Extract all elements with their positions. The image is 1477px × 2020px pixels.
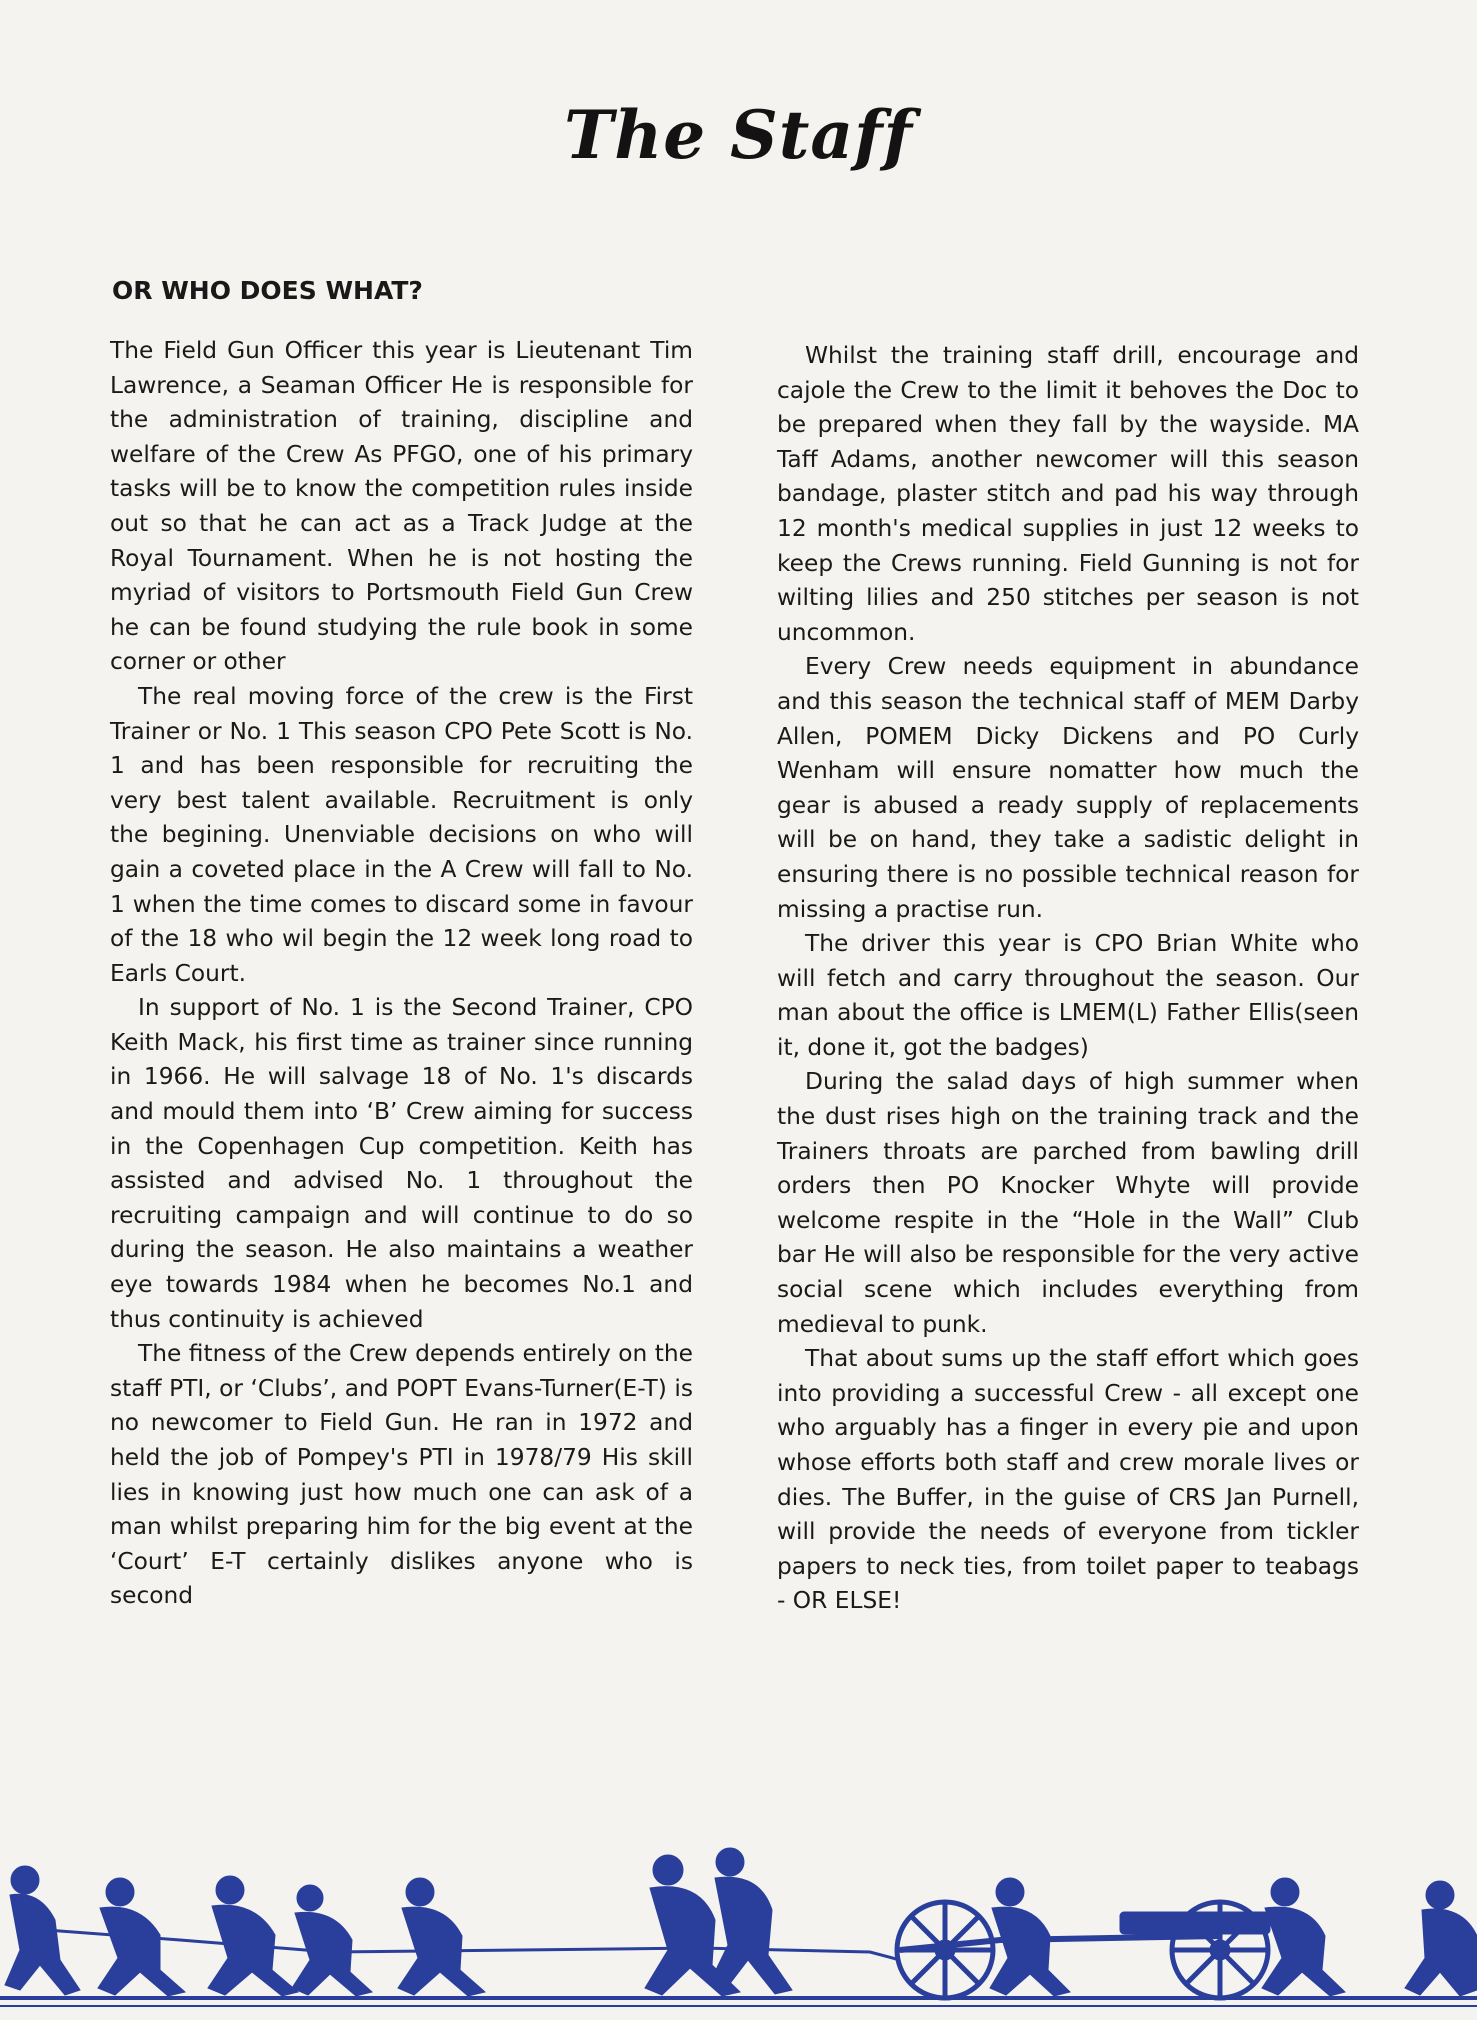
crew-figure-icon xyxy=(398,1878,485,1996)
paragraph: The real moving force of the crew is the First Trainer or No. 1 This season CPO Pete Scott is No. 1 and has been responsible for recruiting the very best talent available. Recruitment is only the begining. Unenviable decisions on who will gain a coveted place in the A Crew will fall to No. 1 when the time comes to discard some in favour of the 18 who wil begin the 12 week long road to Earls Court. xyxy=(110,682,693,987)
paragraph: The Field Gun Officer this year is Lieutenant Tim Lawrence, a Seaman Officer He is responsible for the administration of training, discipline and welfare of the Crew As PFGO, one of his primary tasks will be to know the competition rules inside out so that he can act as a Track Judge at the Royal Tournament. When he is not hosting the myriad of visitors to Portsmouth Field Gun Crew he can be found studying the rule book in some corner or other xyxy=(110,337,693,676)
crew-figure-icon xyxy=(98,1878,185,1996)
crew-figure-icon xyxy=(1262,1878,1345,1996)
crew-figure-icon xyxy=(1405,1881,1477,1996)
paragraph: Whilst the training staff drill, encourage and cajole the Crew to the limit it behoves the Doc to be prepared when they fall by the wayside. MA Taff Adams, another newcomer will this season bandage, plaster stitch and pad his way through 12 month's medical supplies in just 12 weeks to keep the Crews running. Field Gunning is not for wilting lilies and 250 stitches per season is not uncommon. xyxy=(777,342,1359,646)
section-subtitle: OR WHO DOES WHAT? xyxy=(112,276,423,305)
gun-wheel-icon xyxy=(1172,1902,1268,1998)
crew-figure-icon xyxy=(292,1885,372,1996)
page-title: The Staff xyxy=(564,96,913,174)
crew-figure-icon xyxy=(710,1848,792,1994)
left-column xyxy=(110,334,693,1614)
paragraph: The fitness of the Crew depends entirely on the staff PTI, or ‘Clubs’, and POPT Evans-Turner(E-T) is no newcomer to Field Gun. He ran in 1972 and held the job of Pompey's PTI in 1978/79 His skill lies in knowing just how much one can ask of a man whilst preparing him for the big event at the ‘Court’ E-T certainly dislikes anyone who is second xyxy=(110,1340,693,1610)
paragraph: During the salad days of high summer when the dust rises high on the training track and the Trainers throats are parched from bawling drill orders then PO Knocker Whyte will provide welcome respite in the “Hole in the Wall” Club bar He will also be responsible for the very active social scene which includes everything from medieval to punk. xyxy=(777,1068,1359,1338)
crew-figure-icon xyxy=(208,1876,298,1996)
paragraph: Every Crew needs equipment in abundance and this season the technical staff of MEM Darby Allen, POMEM Dicky Dickens and PO Curly Wenham will ensure nomatter how much the gear is abused a ready supply of replacements will be on hand, they take a sadistic delight in ensuring there is no possible technical reason for missing a practise run. xyxy=(777,653,1359,923)
paragraph: In support of No. 1 is the Second Trainer, CPO Keith Mack, his first time as trainer since running in 1966. He will salvage 18 of No. 1's discards and mould them into ‘B’ Crew aiming for success in the Copenhagen Cup competition. Keith has assisted and advised No. 1 throughout the recruiting campaign and will continue to do so during the season. He also maintains a weather eye towards 1984 when he becomes No.1 and thus continuity is achieved xyxy=(110,994,693,1333)
field-gun-crew-illustration xyxy=(0,1840,1477,2020)
paragraph: That about sums up the staff effort which goes into providing a successful Crew - all except one who arguably has a finger in every pie and upon whose efforts both staff and crew morale lives or dies. The Buffer, in the guise of CRS Jan Purnell, will provide the needs of everyone from tickler papers to neck ties, from toilet paper to teabags - OR ELSE! xyxy=(777,1345,1359,1615)
paragraph: The driver this year is CPO Brian White who will fetch and carry throughout the season. Our man about the office is LMEM(L) Father Ellis(seen it, done it, got the badges) xyxy=(777,930,1359,1061)
right-column xyxy=(777,339,1359,1619)
